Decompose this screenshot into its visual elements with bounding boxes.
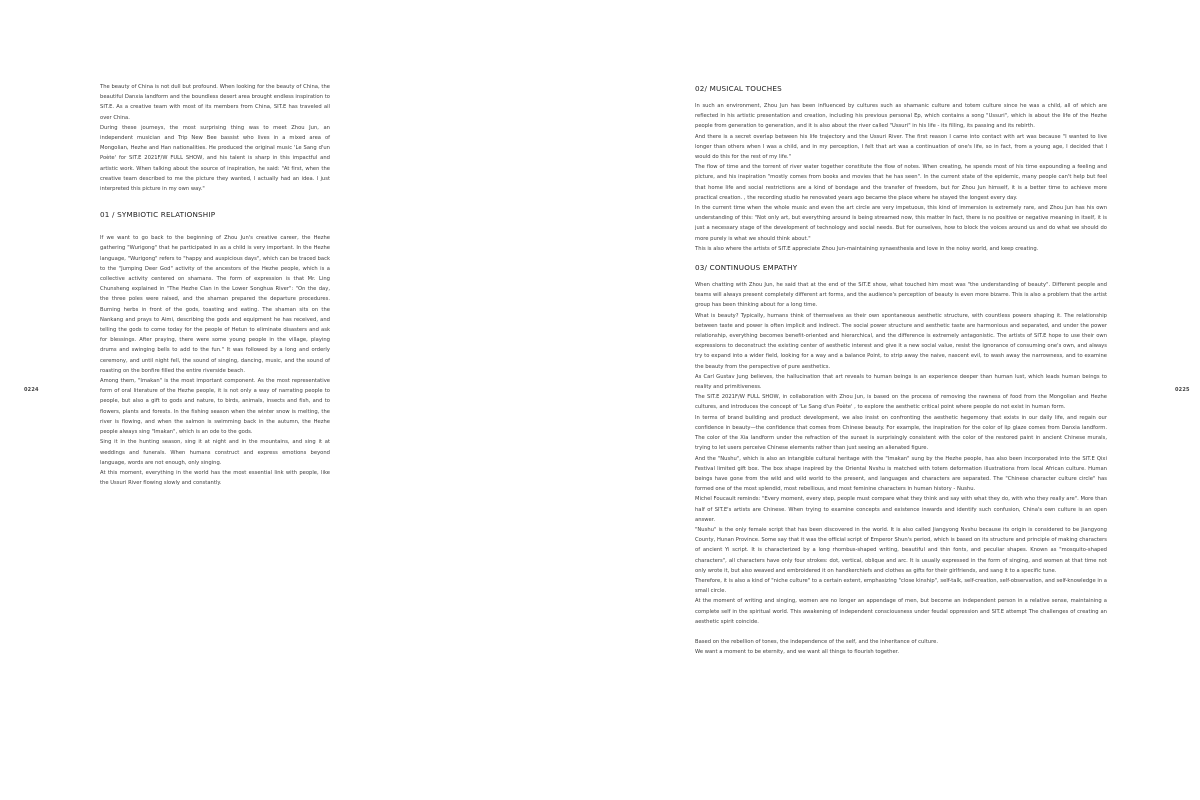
page-number-right: 0225 [1175, 387, 1190, 393]
body-paragraph: And the "Nushu", which is also an intangible cultural heritage with the "Imakan" sung by the Hezhe people, has also been incorporated into the SIT.E Qixi Festival limited gift box. The box shape inspired by the Oriental Nvshu is matched with totem deformation illustrations from local African culture. Human beings have gone from the wild and wild world to the present, and languages and characters are separated. The "Chinese character culture circle" has formed one of the most splendid, most rebellious, and most feminine characters in human history - Nushu. [695, 455, 1107, 493]
body-paragraph: This is also where the artists of SIT.E appreciate Zhou Jun-maintaining synaesthesia and love in the noisy world, and keep creating. [695, 245, 1039, 252]
body-paragraph: Therefore, it is also a kind of "niche culture" to a certain extent, emphasizing "close kinship", self-talk, self-creation, self-observation, and self-knowledge in a small circle. [695, 577, 1107, 595]
body-paragraph: And there is a secret overlap between his life trajectory and the Ussuri River. The first reason I came into contact with art was because "I wanted to live longer than others when I was a child, and in my perception, I felt that art was a continuation of one's life, so in fact, from a young age, I decided that I would do this for the rest of my life." [695, 133, 1107, 161]
left-column [100, 82, 330, 488]
body-paragraph: The SIT.E 2021F/W FULL SHOW, in collaboration with Zhou Jun, is based on the process of removing the rawness of food from the Mongolian and Hezhe cultures, and introduces the concept of 'Le Sang d'un Poète' , to explore the aesthetic critical point where people do not exist in human form. [695, 394, 1107, 411]
section-heading-symbiotic-relationship: 01 / SYMBIOTIC RELATIONSHIP [100, 210, 216, 220]
body-paragraph: In the current time when the whole music and even the art circle are very impetuous, this kind of immersion is extremely rare, and Zhou Jun has his own understanding of this: "Not only art, but everything around is being streamed now, this matter In fact, there is no positive or negative meaning in itself, it is just a necessary stage of the development of technology and social needs. But for ourselves, how to block the voices around us and do what we should do more purely is what we should think about." [695, 205, 1107, 242]
body-paragraph: The flow of time and the torrent of river water together constitute the flow of notes. When creating, he spends most of his time expounding a feeling and picture, and his inspiration "mostly comes from books and movies that he has seen". In the current state of the epidemic, many people can't help but feel that home life and social restrictions are a kind of bondage and the transfer of freedom, but for Zhou Jun himself, it is a better time to achieve more practical creation. , the recording studio he renovated years ago became the place where he stayed the longest every day. [695, 164, 1107, 201]
right-column [695, 83, 1107, 657]
body-paragraph: In such an environment, Zhou Jun has been influenced by cultures such as shamanic culture and totem culture since he was a child, all of which are reflected in his artistic presentation and creation, including his previous personal Ep, which contains a song "Ussuri", which is about the life of the Hezhe people from generation to generation, and it is also about the river called "Ussuri" in his life - its filling, its passing and its rebirth. [695, 103, 1107, 130]
page-number-left: 0224 [24, 387, 39, 393]
body-paragraph: What is beauty? Typically, humans think of themselves as their own spontaneous aesthetic structure, with countless powers shaping it. The relationship between taste and power is often implicit and indirect. The social power structure and aesthetic taste are harmonious and separated, and under the power relationship, everything becomes benefit-oriented and hierarchical, and the difference is extremely antagonistic. The artists of SIT.E hope to use their own expressions to deconstruct the existing center of aesthetic interest and give it a new social value, resist the ignorance of consuming one's own, and always try to expand into a wider field, looking for a way and a balance Point, to strip away the naive, nascent evil, to wash away the narrowness, and to examine the beauty from the perspective of pure aesthetics. [695, 312, 1107, 370]
body-paragraph: "Nushu" is the only female script that has been discovered in the world. It is also called Jiangyong Nvshu because its origin is considered to be Jiangyong County, Hunan Province. Some say that it was the official script of Emperor Shun's period, which is based on its structure and principle of making characters of ancient Yi script. It is characterized by a long rhombus-shaped writing, beautiful and thin fonts, and peculiar shapes. Known as "mosquito-shaped characters", all characters have only four strokes: dot, vertical, oblique and arc. It is usually expressed in the form of singing, and women at that time not only wrote it, but also weaved and embroidered it on handkerchiefs and clothes as gifts for their girlfriends, and sang it to a specific tune. [695, 526, 1107, 574]
body-paragraph: Michel Foucault reminds: "Every moment, every step, people must compare what they think and say with what they do, with who they really are". More than half of SIT.E's artists are Chinese. When trying to examine concepts and existence inwards and identify such confusion, China's own culture is an open answer. [695, 496, 1107, 523]
intro-paragraph: During these journeys, the most surprising thing was to meet Zhou Jun, an independent musician and Trip New Bee bassist who lives in a mixed area of Mongolian, Hezhe and Han nationalities. He produced the original music 'Le Sang d'un Poète' for SIT.E 2021F/W FULL SHOW, and his talent is sharp in this impactful and artistic work. When talking about the source of inspiration, he said: "At first, when the creative team described to me the picture they wanted, I actually had an idea. I just interpreted this picture in my own way." [100, 124, 330, 193]
body-paragraph: When chatting with Zhou Jun, he said that at the end of the SIT.E show, what touched him most was "the understanding of beauty". Different people and teams will always present completely different art forms, and the audience's perception of beauty is even more bizarre. This is also a problem that the artist group has been thinking about for a long time. [695, 282, 1107, 309]
paragraph-gap [695, 627, 1107, 637]
closing-line: Based on the rebellion of tones, the independence of the self, and the inheritance of culture. [695, 638, 939, 645]
body-paragraph: At this moment, everything in the world has the most essential link with people, like the Ussuri River flowing slowly and constantly. [100, 469, 330, 487]
body-paragraph: At the moment of writing and singing, women are no longer an appendage of men, but become an independent person in a relative sense, maintaining a complete self in the spiritual world. This awakening of independent consciousness under feudal oppression and SIT.E attempt The challenges of creating an aesthetic spirit coincide. [695, 598, 1107, 625]
body-paragraph: In terms of brand building and product development, we also insist on confronting the aesthetic hegemony that exists in our daily life, and regain our confidence in beauty—the confidence that comes from Chinese beauty. For example, the inspiration for the color of lip glaze comes from Danxia landform. The color of the Xia landform under the refraction of the sunset is surprisingly consistent with the color of the restored paint in ancient Chinese murals, trying to let users perceive Chinese elements rather than just seeing an alienated figure. [695, 414, 1107, 452]
body-paragraph: As Carl Gustav Jung believes, the hallucination that art reveals to human beings is an experience deeper than human lust, which leads human beings to reality and primitiveness. [695, 373, 1107, 391]
section-heading-musical-touches: 02/ MUSICAL TOUCHES [695, 84, 782, 93]
body-paragraph: Sing it in the hunting season, sing it at night and in the mountains, and sing it at weddings and funerals. When humans construct and express emotions beyond language, words are not enough, only singing. [100, 439, 330, 466]
intro-paragraph: The beauty of China is not dull but profound. When looking for the beauty of China, the beautiful Danxia landform and the boundless desert area brought endless inspiration to SIT.E. As a creative team with most of its members from China, SIT.E has traveled all over China. [100, 84, 330, 121]
body-paragraph: Among them, "Imakan" is the most important component. As the most representative form of oral literature of the Hezhe people, it is not only a way of narrating people to people, but also a gift to gods and nature, to birds, animals, insects and fish, and to flowers, plants and forests. In the fishing season when the winter snow is melting, the river is flowing, and when the salmon is swimming back in the autumn, the Hezhe people always sing "Imakan", which is an ode to the gods. [100, 378, 330, 436]
right-page [600, 0, 1200, 800]
body-paragraph: If we want to go back to the beginning of Zhou Jun's creative career, the Hezhe gathering "Wurigong" that he participated in as a child is very important. In the Hezhe language, "Wurigong" refers to "happy and auspicious days", which can be traced back to the "Jumping Deer God" activity of the ancestors of the Hezhe people, which is a collective activity centered on shamans. The form of expression is that Mr. Ling Chunsheng explained in "The Hezhe Clan in the Lower Songhua River": "On the day, the three poles were raised, and the shaman prepared the departure procedures. Burning herbs in front of the gods, toasting and eating. The shaman sits on the Nankang and prays to Aimi, describing the gods and equipment he has received, and telling the gods to come today for the people of Hetun to eliminate disasters and ask for blessings. After praying, there were some young people in the village, playing drums and swinging bells to add to the fun." It was followed by a long and orderly ceremony, and until night fell, the sound of singing, dancing, music, and the sound of roasting on the bonfire filled the entire riverside beach. [100, 235, 330, 374]
closing-line: We want a moment to be eternity, and we want all things to flourish together. [695, 649, 900, 656]
section-heading-continuous-empathy: 03/ CONTINUOUS EMPATHY [695, 263, 798, 273]
